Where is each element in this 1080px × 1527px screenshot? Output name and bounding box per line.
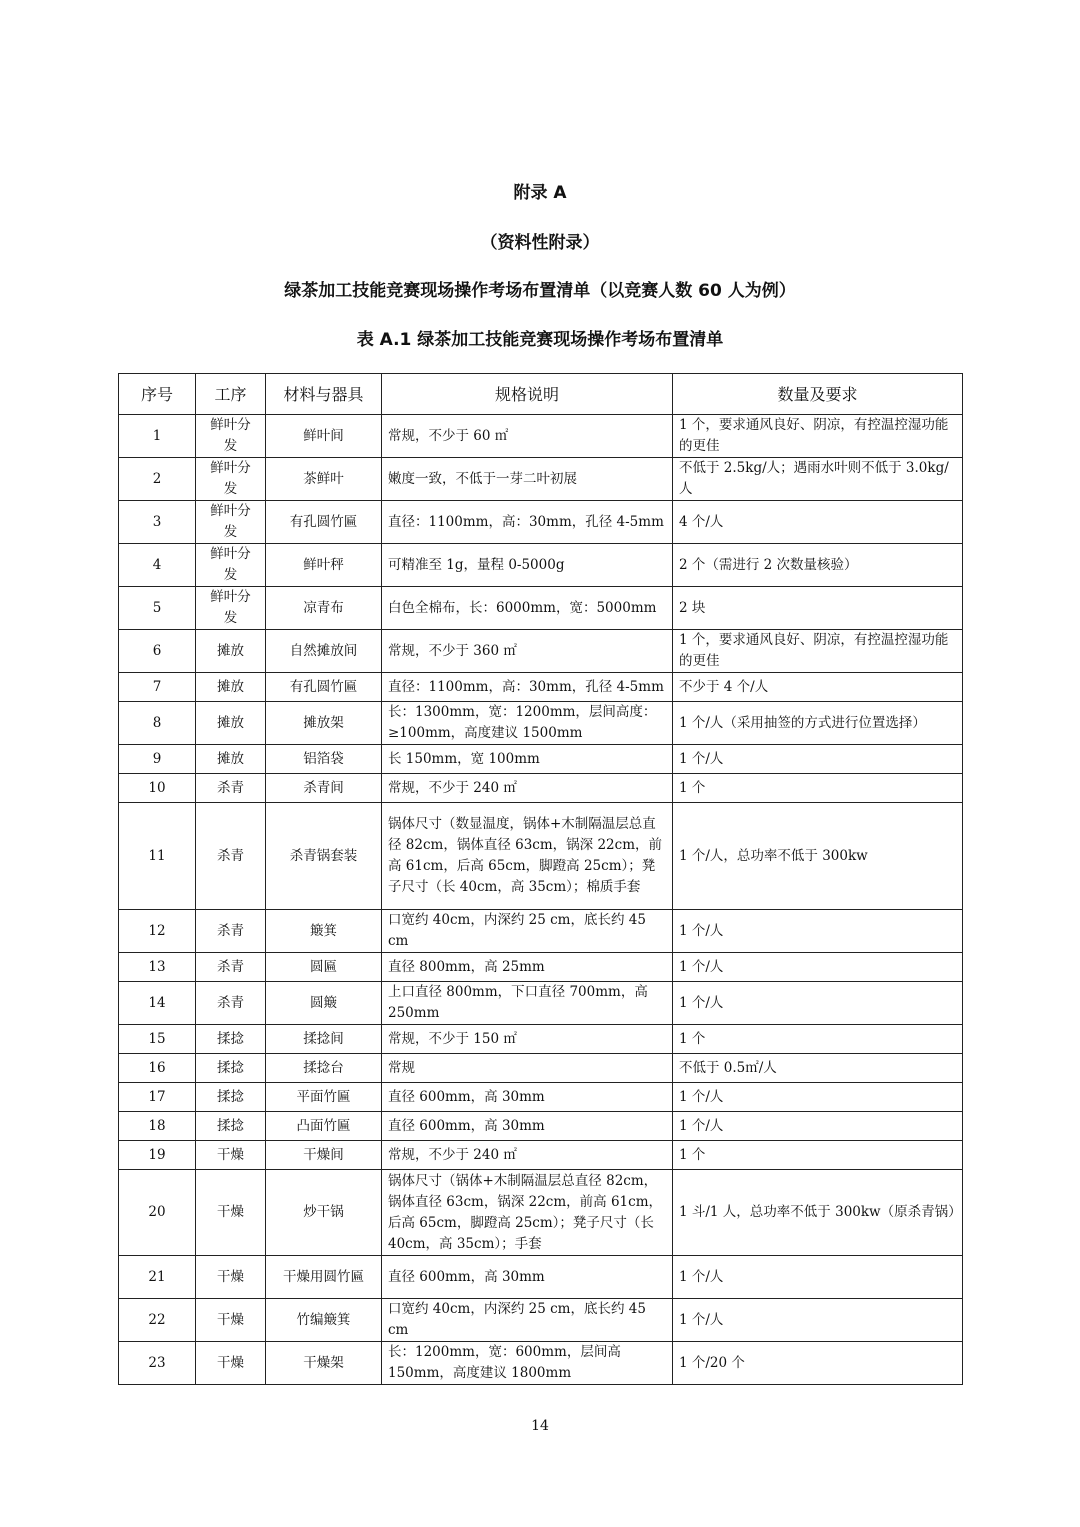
cell-no: 4: [119, 544, 196, 587]
cell-no: 8: [119, 702, 196, 745]
cell-spec: 直径：1100mm，高：30mm，孔径 4-5mm: [382, 673, 673, 702]
table-caption: 表 A.1 绿茶加工技能竞赛现场操作考场布置清单: [356, 330, 724, 350]
cell-no: 1: [119, 415, 196, 458]
cell-qty: 1 个: [673, 774, 963, 803]
cell-qty: 1 个/人: [673, 745, 963, 774]
cell-no: 13: [119, 953, 196, 982]
cell-no: 20: [119, 1170, 196, 1256]
cell-spec: 直径 600mm，高 30mm: [382, 1112, 673, 1141]
table-row: [119, 910, 963, 953]
cell-no: 12: [119, 910, 196, 953]
header-no: 序号: [119, 374, 196, 415]
cell-process: 鲜叶分发: [196, 415, 266, 458]
table-header-row: [119, 374, 963, 415]
cell-item: 圆匾: [266, 953, 382, 982]
table-row: [119, 1256, 963, 1299]
cell-process: 揉捻: [196, 1083, 266, 1112]
cell-item: 杀青间: [266, 774, 382, 803]
cell-spec: 常规，不少于 360 ㎡: [382, 630, 673, 673]
cell-spec: 常规: [382, 1054, 673, 1083]
cell-item: 干燥间: [266, 1141, 382, 1170]
cell-qty: 2 个（需进行 2 次数量核验）: [673, 544, 963, 587]
cell-spec: 常规，不少于 240 ㎡: [382, 774, 673, 803]
cell-qty: 1 个/人: [673, 953, 963, 982]
cell-item: 摊放架: [266, 702, 382, 745]
cell-process: 揉捻: [196, 1054, 266, 1083]
cell-item: 揉捻间: [266, 1025, 382, 1054]
table-row: [119, 1112, 963, 1141]
table-row: [119, 415, 963, 458]
cell-item: 铝箔袋: [266, 745, 382, 774]
cell-qty: 1 个/人: [673, 1112, 963, 1141]
cell-item: 干燥架: [266, 1342, 382, 1385]
cell-spec: 常规，不少于 60 ㎡: [382, 415, 673, 458]
cell-process: 摊放: [196, 702, 266, 745]
cell-item: 自然摊放间: [266, 630, 382, 673]
cell-no: 16: [119, 1054, 196, 1083]
cell-spec: 可精准至 1g，量程 0-5000g: [382, 544, 673, 587]
cell-spec: 直径：1100mm，高：30mm，孔径 4-5mm: [382, 501, 673, 544]
cell-qty: 不少于 4 个/人: [673, 673, 963, 702]
cell-qty: 1 个/人: [673, 982, 963, 1025]
cell-item: 有孔圆竹匾: [266, 501, 382, 544]
cell-qty: 1 个/人: [673, 1299, 963, 1342]
cell-spec: 口宽约 40cm，内深约 25 cm，底长约 45 cm: [382, 910, 673, 953]
cell-qty: 1 个/人: [673, 1083, 963, 1112]
cell-item: 鲜叶秤: [266, 544, 382, 587]
cell-process: 鲜叶分发: [196, 587, 266, 630]
cell-item: 凉青布: [266, 587, 382, 630]
cell-item: 鲜叶间: [266, 415, 382, 458]
table-row: [119, 745, 963, 774]
cell-no: 10: [119, 774, 196, 803]
cell-process: 干燥: [196, 1256, 266, 1299]
cell-no: 9: [119, 745, 196, 774]
appendix-title: 附录 A: [513, 183, 567, 203]
cell-item: 凸面竹匾: [266, 1112, 382, 1141]
cell-process: 干燥: [196, 1170, 266, 1256]
cell-qty: 不低于 2.5kg/人；遇雨水叶则不低于 3.0kg/人: [673, 458, 963, 501]
cell-process: 干燥: [196, 1141, 266, 1170]
cell-no: 22: [119, 1299, 196, 1342]
cell-item: 有孔圆竹匾: [266, 673, 382, 702]
cell-no: 11: [119, 803, 196, 910]
cell-spec: 直径 800mm，高 25mm: [382, 953, 673, 982]
table-row: [119, 458, 963, 501]
table-row: [119, 982, 963, 1025]
cell-no: 2: [119, 458, 196, 501]
table-row: [119, 803, 963, 910]
cell-item: 杀青锅套装: [266, 803, 382, 910]
table-row: [119, 544, 963, 587]
header-spec: 规格说明: [382, 374, 673, 415]
cell-item: 揉捻台: [266, 1054, 382, 1083]
cell-no: 21: [119, 1256, 196, 1299]
cell-spec: 长：1300mm，宽：1200mm，层间高度：≥100mm，高度建议 1500mm: [382, 702, 673, 745]
cell-item: 炒干锅: [266, 1170, 382, 1256]
cell-process: 鲜叶分发: [196, 501, 266, 544]
cell-process: 杀青: [196, 774, 266, 803]
cell-qty: 1 斗/1 人，总功率不低于 300kw（原杀青锅）: [673, 1170, 963, 1256]
cell-process: 摊放: [196, 673, 266, 702]
cell-no: 15: [119, 1025, 196, 1054]
cell-qty: 1 个/人（采用抽签的方式进行位置选择）: [673, 702, 963, 745]
cell-spec: 锅体尺寸（数显温度，锅体+木制隔温层总直径 82cm，锅体直径 63cm，锅深 22cm，前高 61cm，后高 65cm，脚蹬高 25cm）；凳子尺寸（长 40cm，高 35cm）；棉质手套: [382, 803, 673, 910]
table-row: [119, 774, 963, 803]
cell-process: 揉捻: [196, 1025, 266, 1054]
cell-process: 干燥: [196, 1342, 266, 1385]
cell-spec: 白色全棉布，长：6000mm，宽：5000mm: [382, 587, 673, 630]
cell-spec: 锅体尺寸（锅体+木制隔温层总直径 82cm，锅体直径 63cm，锅深 22cm，前高 61cm，后高 65cm，脚蹬高 25cm）；凳子尺寸（长 40cm，高 35cm）；手套: [382, 1170, 673, 1256]
cell-no: 18: [119, 1112, 196, 1141]
cell-no: 6: [119, 630, 196, 673]
table-row: [119, 1083, 963, 1112]
table-row: [119, 702, 963, 745]
cell-no: 23: [119, 1342, 196, 1385]
table-row: [119, 673, 963, 702]
cell-item: 平面竹匾: [266, 1083, 382, 1112]
cell-qty: 1 个，要求通风良好、阴凉，有控温控湿功能的更佳: [673, 415, 963, 458]
header-qty: 数量及要求: [673, 374, 963, 415]
cell-spec: 嫩度一致，不低于一芽二叶初展: [382, 458, 673, 501]
cell-no: 17: [119, 1083, 196, 1112]
cell-no: 19: [119, 1141, 196, 1170]
cell-qty: 4 个/人: [673, 501, 963, 544]
cell-qty: 1 个/人，总功率不低于 300kw: [673, 803, 963, 910]
table-row: [119, 1025, 963, 1054]
table-row: [119, 501, 963, 544]
cell-item: 茶鲜叶: [266, 458, 382, 501]
cell-process: 鲜叶分发: [196, 458, 266, 501]
table-row: [119, 630, 963, 673]
cell-process: 杀青: [196, 982, 266, 1025]
cell-process: 杀青: [196, 803, 266, 910]
cell-spec: 上口直径 800mm，下口直径 700mm，高 250mm: [382, 982, 673, 1025]
cell-item: 圆簸: [266, 982, 382, 1025]
table-row: [119, 587, 963, 630]
cell-process: 鲜叶分发: [196, 544, 266, 587]
cell-spec: 长 150mm，宽 100mm: [382, 745, 673, 774]
cell-process: 干燥: [196, 1299, 266, 1342]
table-row: [119, 1342, 963, 1385]
cell-process: 杀青: [196, 953, 266, 982]
table-row: [119, 1141, 963, 1170]
cell-spec: 常规，不少于 240 ㎡: [382, 1141, 673, 1170]
cell-process: 杀青: [196, 910, 266, 953]
layout-checklist-table: [118, 373, 963, 1385]
cell-item: 竹编簸箕: [266, 1299, 382, 1342]
table-row: [119, 1299, 963, 1342]
cell-no: 14: [119, 982, 196, 1025]
page-number: 14: [531, 1418, 549, 1434]
cell-qty: 1 个: [673, 1025, 963, 1054]
table-row: [119, 1054, 963, 1083]
cell-item: 簸箕: [266, 910, 382, 953]
cell-item: 干燥用圆竹匾: [266, 1256, 382, 1299]
cell-spec: 口宽约 40cm，内深约 25 cm，底长约 45 cm: [382, 1299, 673, 1342]
cell-spec: 常规，不少于 150 ㎡: [382, 1025, 673, 1054]
header-item: 材料与器具: [266, 374, 382, 415]
table-row: [119, 1170, 963, 1256]
cell-qty: 1 个/20 个: [673, 1342, 963, 1385]
cell-process: 摊放: [196, 745, 266, 774]
cell-qty: 1 个/人: [673, 910, 963, 953]
cell-qty: 1 个，要求通风良好、阴凉，有控温控湿功能的更佳: [673, 630, 963, 673]
appendix-heading: 绿茶加工技能竞赛现场操作考场布置清单（以竞赛人数 60 人为例）: [284, 281, 796, 301]
cell-no: 3: [119, 501, 196, 544]
cell-no: 5: [119, 587, 196, 630]
table-row: [119, 953, 963, 982]
cell-qty: 1 个/人: [673, 1256, 963, 1299]
cell-spec: 长：1200mm，宽：600mm，层间高 150mm，高度建议 1800mm: [382, 1342, 673, 1385]
cell-no: 7: [119, 673, 196, 702]
cell-qty: 2 块: [673, 587, 963, 630]
cell-qty: 1 个: [673, 1141, 963, 1170]
header-process: 工序: [196, 374, 266, 415]
cell-process: 摊放: [196, 630, 266, 673]
cell-spec: 直径 600mm，高 30mm: [382, 1083, 673, 1112]
cell-qty: 不低于 0.5㎡/人: [673, 1054, 963, 1083]
appendix-subtitle: （资料性附录）: [480, 233, 600, 253]
cell-process: 揉捻: [196, 1112, 266, 1141]
cell-spec: 直径 600mm，高 30mm: [382, 1256, 673, 1299]
